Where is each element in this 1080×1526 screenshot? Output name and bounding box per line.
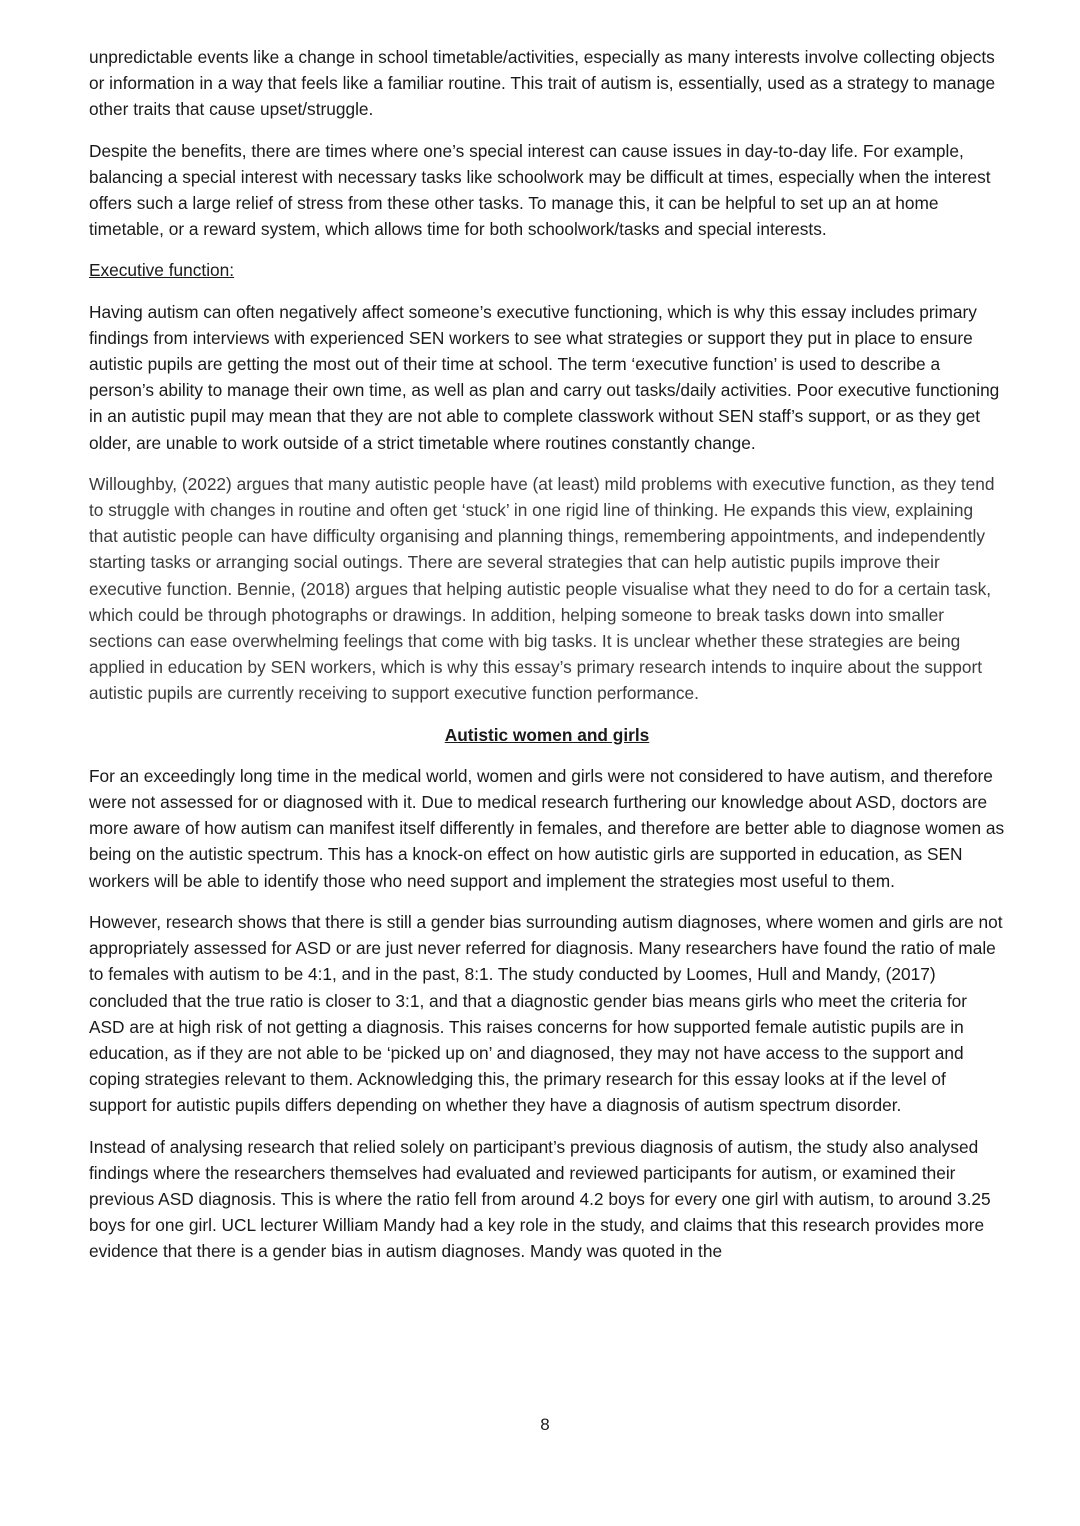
paragraph-special-interests-issues: Despite the benefits, there are times where one’s special interest can cause issues in day-to-day life. For example, balancing a special interest with necessary tasks like schoolwork may be difficult at times, especially when the interest offers such a large relief of stress from these other tasks. To manage this, it can be helpful to set up an at home timetable, or a reward system, which allows time for both schoolwork/tasks and special interests. xyxy=(89,140,991,240)
paragraph-executive-function-willoughby: Willoughby, (2022) argues that many autistic people have (at least) mild problems with executive function, as they tend to struggle with changes in routine and often get ‘stuck’ in one rigid line of thinking. He expands this view, explaining that autistic people can have difficulty organising and planning things, remembering appointments, and independently starting tasks or arranging social outings. There are several strategies that can help autistic pupils improve their executive function. Bennie, (2018) argues that helping autistic people visualise what they need to do for a certain task, which could be through photographs or drawings. In addition, helping someone to break tasks down into smaller sections can ease overwhelming feelings that come with big tasks. It is unclear whether these strategies are being applied in education by SEN workers, which is why this essay’s primary research intends to inquire about the support autistic pupils are currently receiving to support executive function performance. xyxy=(89,473,995,704)
document-page xyxy=(89,44,1005,1280)
paragraph-study-analysis: Instead of analysing research that relied solely on participant’s previous diagnosis of autism, the study also analysed findings where the researchers themselves had evaluated and reviewed participants for autism, or examined their previous ASD diagnosis. This is where the ratio fell from around 4.2 boys for every one girl with autism, to around 3.25 boys for one girl. UCL lecturer William Mandy had a key role in the study, and claims that this research provides more evidence that there is a gender bias in autism diagnoses. Mandy was quoted in the xyxy=(89,1136,991,1262)
page-number: 8 xyxy=(540,1415,550,1434)
section-heading-autistic-women-girls: Autistic women and girls xyxy=(444,724,650,745)
paragraph-executive-function-intro: Having autism can often negatively affect someone’s executive functioning, which is why this essay includes primary findings from interviews with experienced SEN workers to see what strategies or support they put in place to ensure autistic pupils are getting the most out of their time at school. The term ‘executive function’ is used to describe a person’s ability to manage their own time, as well as plan and carry out tasks/daily activities. Poor executive functioning in an autistic pupil may mean that they are not able to complete classwork without SEN staff’s support, or as they get older, are unable to work outside of a strict timetable where routines constantly change. xyxy=(89,301,1000,453)
paragraph-gender-bias: However, research shows that there is still a gender bias surrounding autism diagnoses, where women and girls are not appropriately assessed for ASD or are just never referred for diagnosis. Many researchers have found the ratio of male to females with autism to be 4:1, and in the past, 8:1. The study conducted by Loomes, Hull and Mandy, (2017) concluded that the true ratio is closer to 3:1, and that a diagnostic gender bias means girls who meet the criteria for ASD are at high risk of not getting a diagnosis. This raises concerns for how supported female autistic pupils are in education, as if they are not able to be ‘picked up on’ and diagnosed, they may not have access to the support and coping strategies relevant to them. Acknowledging this, the primary research for this essay looks at if the level of support for autistic pupils differs depending on whether they have a diagnosis of autism spectrum disorder. xyxy=(89,911,1003,1116)
subheading-executive-function: Executive function: xyxy=(89,260,235,281)
paragraph-women-diagnosis-history: For an exceedingly long time in the medical world, women and girls were not considered to have autism, and therefore were not assessed for or diagnosed with it. Due to medical research furthering our knowledge about ASD, doctors are more aware of how autism can manifest itself differently in females, and therefore are better able to diagnose women as being on the autistic spectrum. This has a knock-on effect on how autistic girls are supported in education, as SEN workers will be able to identify those who need support and implement the strategies most useful to them. xyxy=(89,765,1005,891)
paragraph-special-interests-routine: unpredictable events like a change in school timetable/activities, especially as many interests involve collecting objects or information in a way that feels like a familiar routine. This trait of autism is, essentially, used as a strategy to manage other traits that cause upset/struggle. xyxy=(89,47,996,120)
